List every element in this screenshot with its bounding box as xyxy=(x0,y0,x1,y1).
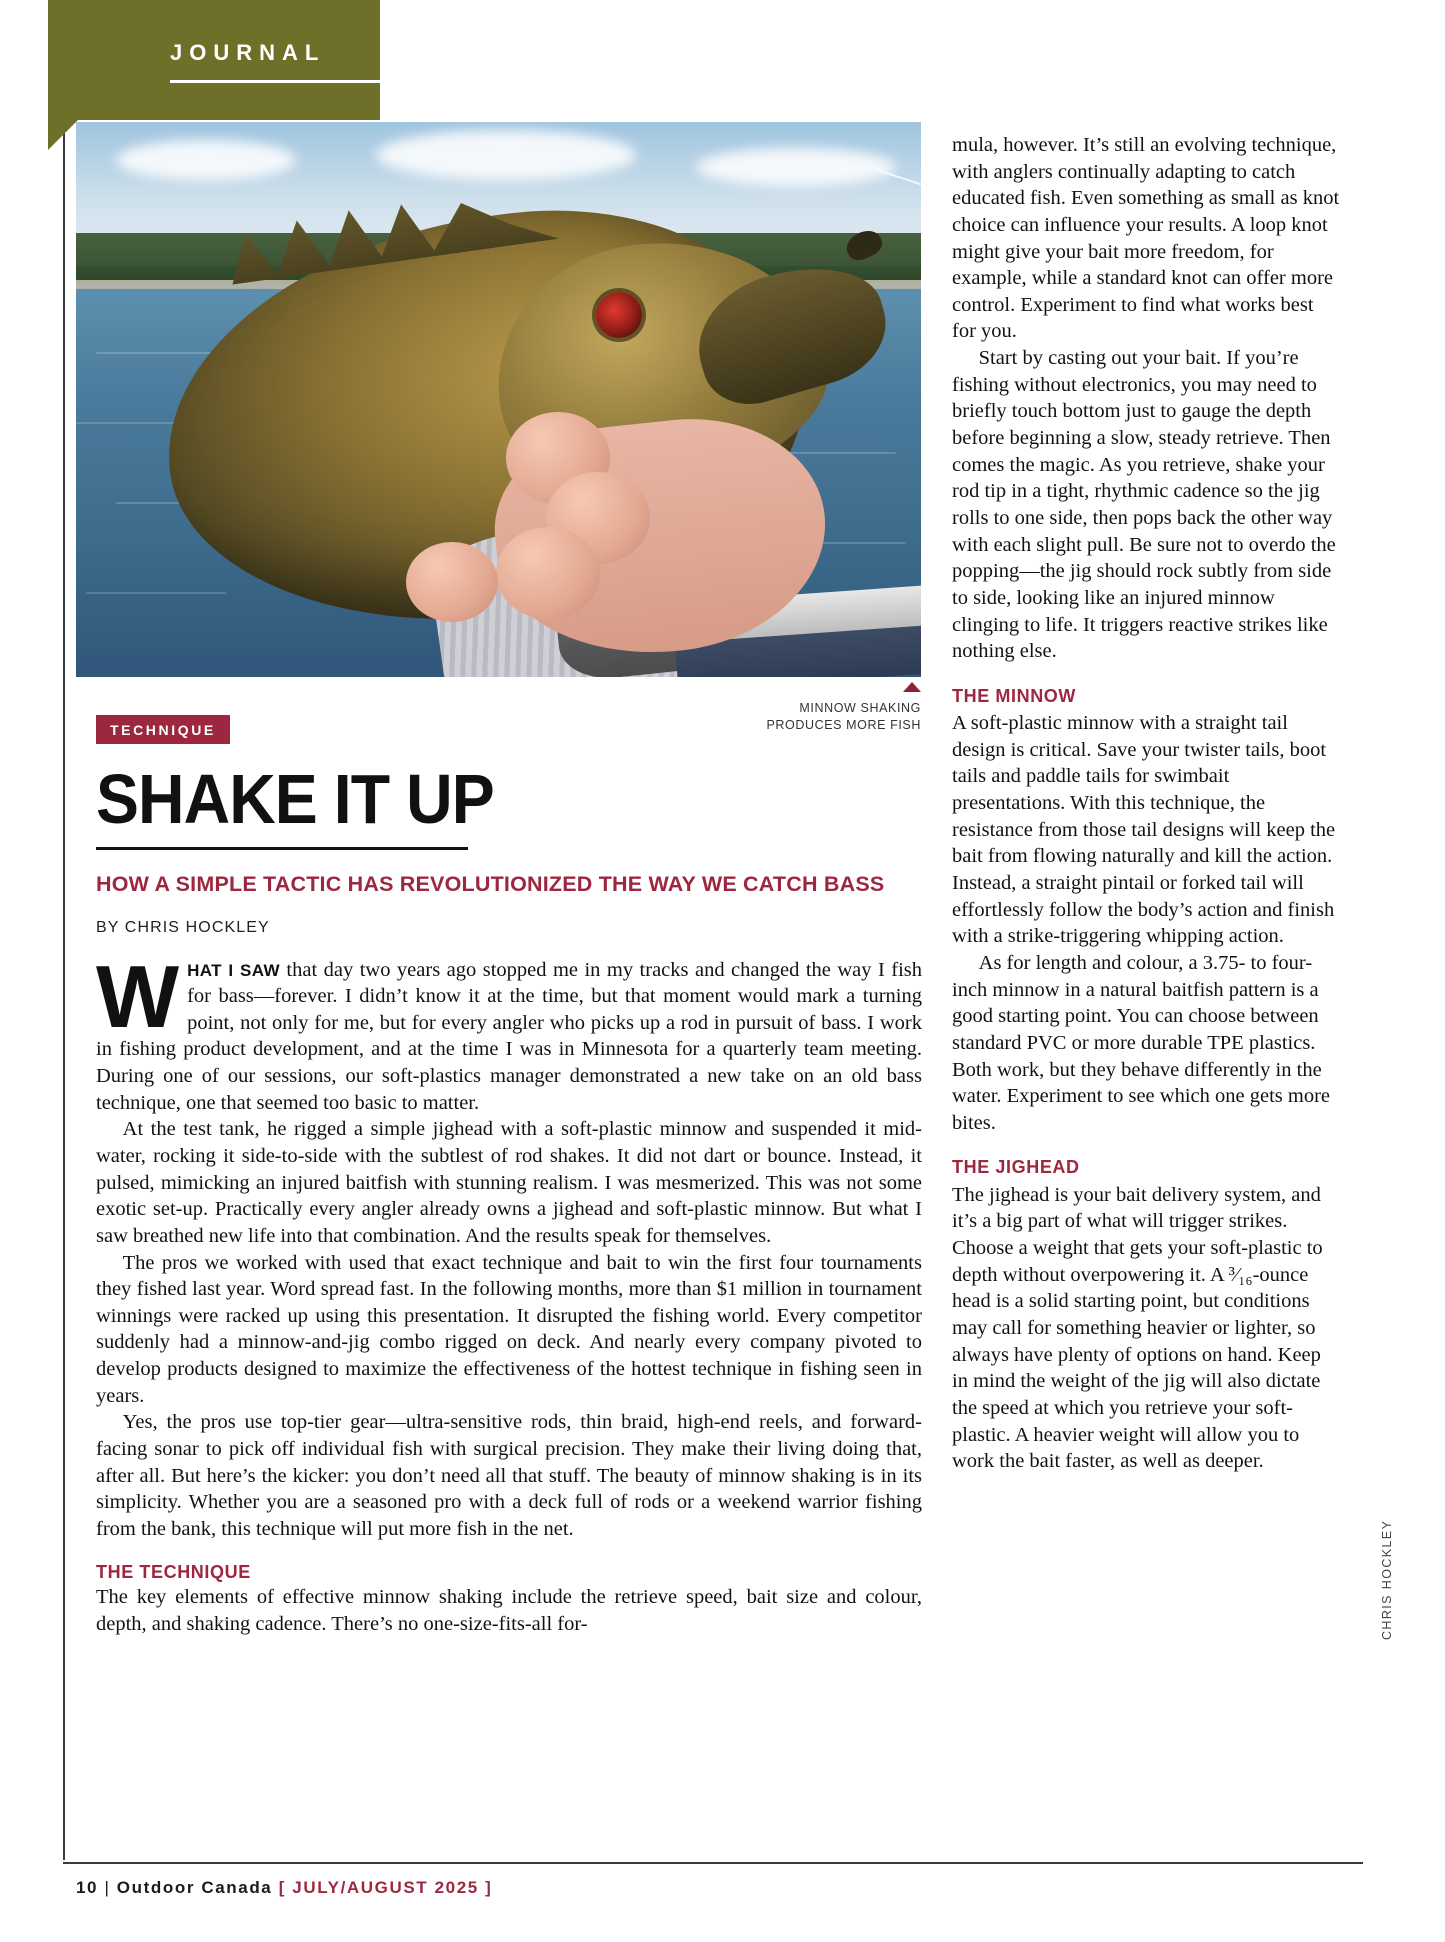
article-body xyxy=(96,946,923,1638)
footer-rule xyxy=(63,1862,1363,1864)
finger xyxy=(406,542,498,622)
caption-pointer-icon xyxy=(903,682,921,692)
journal-tab-label: JOURNAL xyxy=(170,40,326,65)
section-subhead-jighead: THE JIGHEAD xyxy=(952,1157,1080,1178)
body-paragraph: The pros we worked with used that exact technique and bait to win the first four tournaments they fished last year. Word spread fast. In the following months, more than $1 million in tournament winnings were racked up using this presentation. It disrupted the fishing world. Every competitor suddenly had a minnow-and-jig combo rigged on deck. And nearly every company pivoted to develop products designed to maximize the effectiveness of the hottest technique in fishing seen in years. xyxy=(96,1251,922,1407)
body-paragraph xyxy=(96,946,923,1117)
body-paragraph: mula, however. It’s still an evolving technique, with anglers continually adapting to catch educated fish. Even something as small as knot choice can influence your results. A loop knot might give your bait more freedom, for example, while a standard knot can offer more control. Experiment to find what works best for you. xyxy=(952,134,1340,343)
page-title: SHAKE IT UP xyxy=(96,760,494,838)
drop-cap: W xyxy=(96,946,180,1046)
article-right-column xyxy=(952,132,1340,1475)
body-text: that day two years ago stopped me in my tracks and changed the way I fish for bass—forever. I didn’t know it at the time, but that moment would mark a turning point, not only for me, but for every angler who picks up a rod in pursuit of bass. I work in fishing product development, and at the time I was in Minnesota for a quarterly team meeting. During one of our sessions, our soft-plastics manager demonstrated a new take on an old bass technique, one that seemed too basic to matter. xyxy=(96,958,923,1114)
photo-credit: CHRIS HOCKLEY xyxy=(1380,1519,1394,1640)
page-left-rule xyxy=(63,120,65,1860)
section-kicker: TECHNIQUE xyxy=(96,715,230,744)
cloud-shape xyxy=(116,140,296,180)
body-paragraph: The key elements of effective minnow shaking include the retrieve speed, bait size and colour, depth, and shaking cadence. There’s no one-size-fits-all for- xyxy=(96,1585,922,1635)
journal-tab xyxy=(48,0,380,120)
lead-in-text: HAT I SAW xyxy=(187,960,280,980)
cloud-shape xyxy=(696,148,896,186)
section-subhead-minnow: THE MINNOW xyxy=(952,685,1076,706)
water-ripple xyxy=(816,542,906,544)
body-paragraph: Start by casting out your bait. If you’re fishing without electronics, you may need to briefly touch bottom just to gauge the depth before beginning a slow, steady retrieve. Then comes the magic. As you retrieve, shake your rod tip in a tight, rhythmic cadence so the jig rolls to one side, then pops back the other way with each slight pull. Be sure not to overdo the popping—the jig should rock subtly from side to side, looking like an injured minnow clinging to life. It triggers reactive strikes like nothing else. xyxy=(952,347,1336,663)
photo-caption: MINNOW SHAKING PRODUCES MORE FISH xyxy=(766,701,921,732)
headline-rule xyxy=(96,847,468,850)
issue-date: [ JULY/AUGUST 2025 ] xyxy=(278,1878,493,1897)
journal-tab-rule xyxy=(170,80,390,83)
article-byline: BY CHRIS HOCKLEY xyxy=(96,918,270,936)
hero-photo xyxy=(76,122,921,677)
finger xyxy=(496,527,600,619)
body-paragraph: A soft-plastic minnow with a straight tail design is critical. Save your twister tails, boot tails and paddle tails for swimbait presentations. With this technique, the resistance from those tail designs will keep the bait from flowing naturally and kill the action. Instead, a straight pintail or forked tail will effortlessly follow the body’s action and finish with a strike-triggering whipping action. xyxy=(952,712,1336,948)
cloud-shape xyxy=(376,130,636,180)
page-footer xyxy=(76,1878,492,1898)
fish-eye xyxy=(596,292,642,338)
water-ripple xyxy=(776,452,896,454)
article-left-column xyxy=(96,715,922,1637)
body-paragraph: At the test tank, he rigged a simple jighead with a soft-plastic minnow and suspended it mid-water, rocking it side-to-side with the subtlest of rod shakes. It did not dart or bounce. Instead, it pulsed, mimicking an injured baitfish with stunning realism. I was mesmerized. This was not some exotic set-up. Practically every angler already owns a jighead and soft-plastic minnow. But what I saw breathed new life into that combination. And the results speak for themselves. xyxy=(96,1118,922,1247)
water-ripple xyxy=(86,592,226,594)
body-paragraph: The jighead is your bait delivery system, and it’s a big part of what will trigger strikes. Choose a weight that gets your soft-plastic to depth without overpowering it. A ³⁄₁₆-ounce head is a solid starting point, but conditions may call for something heavier or lighter, so always have plenty of options on hand. Keep in mind the weight of the jig will also dictate the speed at which you retrieve your soft-plastic. A heavier weight will allow you to work the bait faster, as well as deeper. xyxy=(952,1183,1323,1473)
publication-name: Outdoor Canada xyxy=(116,1878,273,1897)
body-paragraph: Yes, the pros use top-tier gear—ultra-sensitive rods, thin braid, high-end reels, and forward-facing sonar to pick off individual fish with surgical precision. They make their living doing that, after all. But here’s the kicker: you don’t need all that stuff. The beauty of minnow shaking is in its simplicity. Whether you are a seasoned pro with a deck full of rods or a weekend warrior fishing from the bank, this technique will put more fish in the net. xyxy=(96,1411,922,1540)
journal-tab-notch xyxy=(48,120,78,150)
footer-separator: | xyxy=(104,1878,111,1897)
section-subhead-technique: THE TECHNIQUE xyxy=(96,1561,251,1582)
water-ripple xyxy=(76,422,186,424)
body-paragraph: As for length and colour, a 3.75- to four-inch minnow in a natural baitfish pattern is a good starting point. You can choose between standard PVC or more durable TPE plastics. Both work, but they behave differently in the water. Experiment to see which one gets more bites. xyxy=(952,951,1330,1134)
article-deck: HOW A SIMPLE TACTIC HAS REVOLUTIONIZED THE WAY WE CATCH BASS xyxy=(96,871,885,896)
page-number: 10 xyxy=(76,1878,99,1897)
